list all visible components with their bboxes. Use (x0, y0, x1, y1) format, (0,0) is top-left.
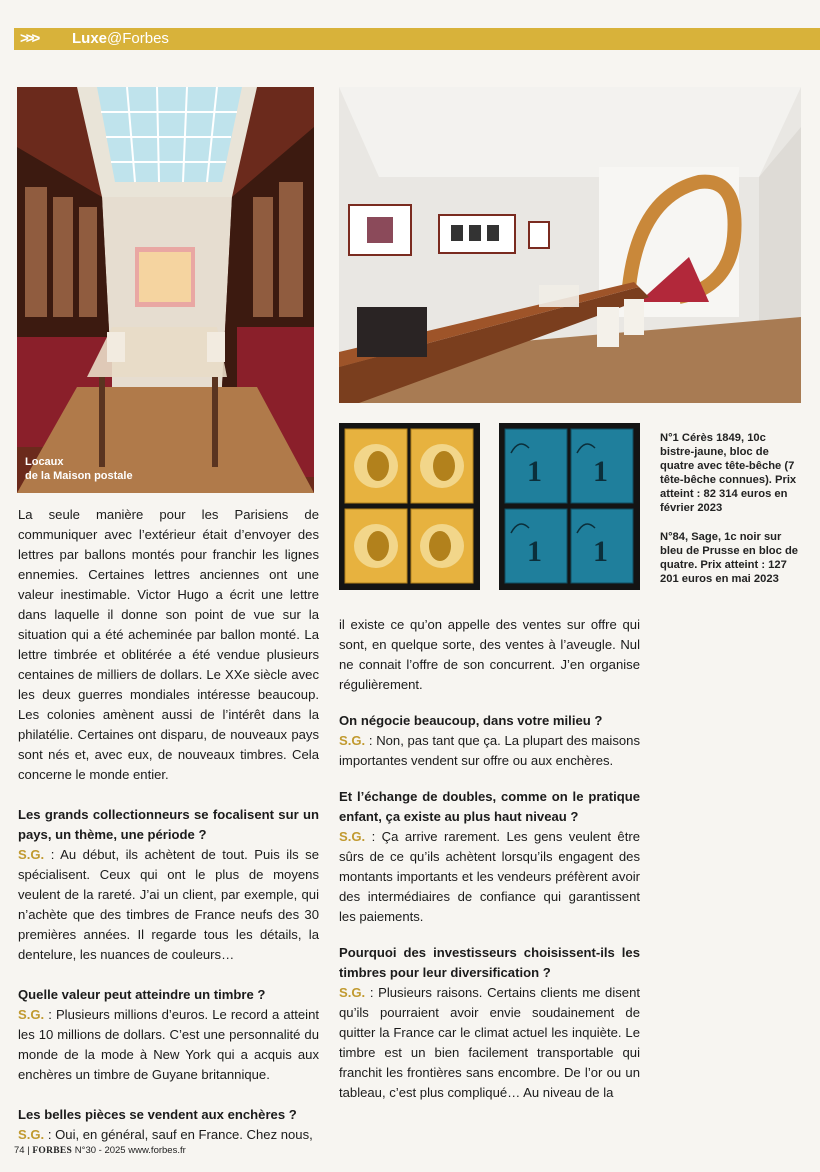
answer-text: : Au début, ils achètent de tout. Puis ils se spécialisent. Ceux qui ont le plus de moyens veulent de la rareté. J’ai un client, par exemple, qui n’achète que des timbres de France neufs des 30 premières années. Il regarde tous les détails, la dentelure, les nuances de couleurs… (18, 847, 319, 962)
section-label (72, 30, 169, 48)
speaker-initials: S.G. (18, 1007, 45, 1022)
svg-text:1: 1 (527, 455, 542, 488)
footer-brand: FORBES (32, 1146, 73, 1156)
answer-value (18, 1005, 319, 1085)
stamp-caption-ceres: N°1 Cérès 1849, 10c bistre-jaune, bloc de quatre avec tête-bêche (7 tête-bêche connues). Prix atteint : 82 314 euros en février 2023 (660, 432, 797, 514)
article-left-column (18, 505, 319, 1145)
speaker-initials: S.G. (339, 733, 366, 748)
question-auctions: Les belles pièces se vendent aux enchères ? (18, 1107, 297, 1122)
chevrons-icon: >>> (20, 30, 38, 47)
answer-exchange (339, 827, 640, 927)
office-photo (339, 87, 801, 403)
sage-stamp-block (499, 423, 640, 590)
svg-text:1: 1 (527, 535, 542, 568)
speaker-initials: S.G. (339, 985, 366, 1000)
ceres-stamp-block (339, 423, 480, 590)
footer-separator: | (24, 1145, 33, 1156)
svg-text:1: 1 (593, 455, 608, 488)
answer-text: : Oui, en général, sauf en France. Chez nous, (44, 1127, 313, 1142)
section-main: Luxe (72, 30, 108, 47)
question-value: Quelle valeur peut atteindre un timbre ? (18, 987, 266, 1002)
question-investors: Pourquoi des investisseurs choisissent-ils les timbres pour leur diversification ? (339, 945, 640, 980)
stamp-caption-sage: N°84, Sage, 1c noir sur bleu de Prusse en bloc de quatre. Prix atteint : 127 201 euros en mai 2023 (660, 531, 799, 585)
footer-site: www.forbes.fr (128, 1145, 186, 1156)
footer-issue: N°30 - 2025 (72, 1145, 129, 1156)
intro-paragraph: La seule manière pour les Parisiens de communiquer avec l’extérieur était d’envoyer des lettres par ballons montés pour franchir les lignes ennemies. Certaines lettres anciennes ont une valeur inestimable. Victor Hugo a écrit une lettre dans laquelle il donne son point de vue sur la situation qui a été acheminée par ballon monté. La lettre timbrée et oblitérée a été vendue plusieurs centaines de milliers de dollars. Le XXe siècle avec les deux guerres mondiales intéresse beaucoup. Les colonies amènent aussi de l’intérêt dans la philatélie. Certaines ont disparu, de nouveaux pays sont nés et, avec eux, de nouveaux timbres. Cela concerne le monde entier. (18, 507, 319, 782)
page-number: 74 (14, 1145, 25, 1156)
continued-paragraph: il existe ce qu’on appelle des ventes sur offre qui sont, en quelque sorte, des ventes à l’aveugle. Nul ne connait l’offre de son concurrent. J’en organise régulièrement. (339, 617, 640, 692)
question-exchange: Et l’échange de doubles, comme on le pratique enfant, ça existe au plus haut niveau ? (339, 789, 640, 824)
article-right-column (339, 615, 640, 1103)
library-photo (17, 87, 314, 493)
speaker-initials: S.G. (339, 829, 366, 844)
answer-negotiation (339, 731, 640, 771)
answer-text: : Plusieurs millions d’euros. Le record a atteint les 10 millions de dollars. C’est une personnalité du monde de la mode à New York qui a acquis aux enchères un timbre de Guyane britannique. (18, 1007, 319, 1082)
page-footer (14, 1145, 186, 1156)
speaker-initials: S.G. (18, 1127, 45, 1142)
photo-caption: Locaux de la Maison postale (25, 456, 133, 482)
answer-text: : Non, pas tant que ça. La plupart des maisons importantes vendent sur offre ou aux enchères. (339, 733, 640, 768)
speaker-initials: S.G. (18, 847, 45, 862)
answer-investors (339, 983, 640, 1103)
answer-text: : Plusieurs raisons. Certains clients me disent qu’ils pourraient avoir envie soudainement de quitter la France car le climat actuel les inquiète. Le timbre est un bien facilement transportable qui franchit les frontières sans encombre. De l’or ou un tableau, c’est plus compliqué… Au niveau de la (339, 985, 640, 1100)
svg-text:1: 1 (593, 535, 608, 568)
section-sub: @Forbes (107, 30, 169, 47)
answer-text: : Ça arrive rarement. Les gens veulent être sûrs de ce qu’ils achètent lorsqu’ils engagent des montants importants et les vendeurs préfèrent avoir des intermédiaires de confiance qui garantissent les paiements. (339, 829, 640, 924)
question-collectors: Les grands collectionneurs se focalisent sur un pays, un thème, une période ? (18, 807, 319, 842)
question-negotiation: On négocie beaucoup, dans votre milieu ? (339, 713, 603, 728)
answer-collectors (18, 845, 319, 965)
section-header-bar (14, 28, 820, 50)
answer-auctions (18, 1125, 319, 1145)
